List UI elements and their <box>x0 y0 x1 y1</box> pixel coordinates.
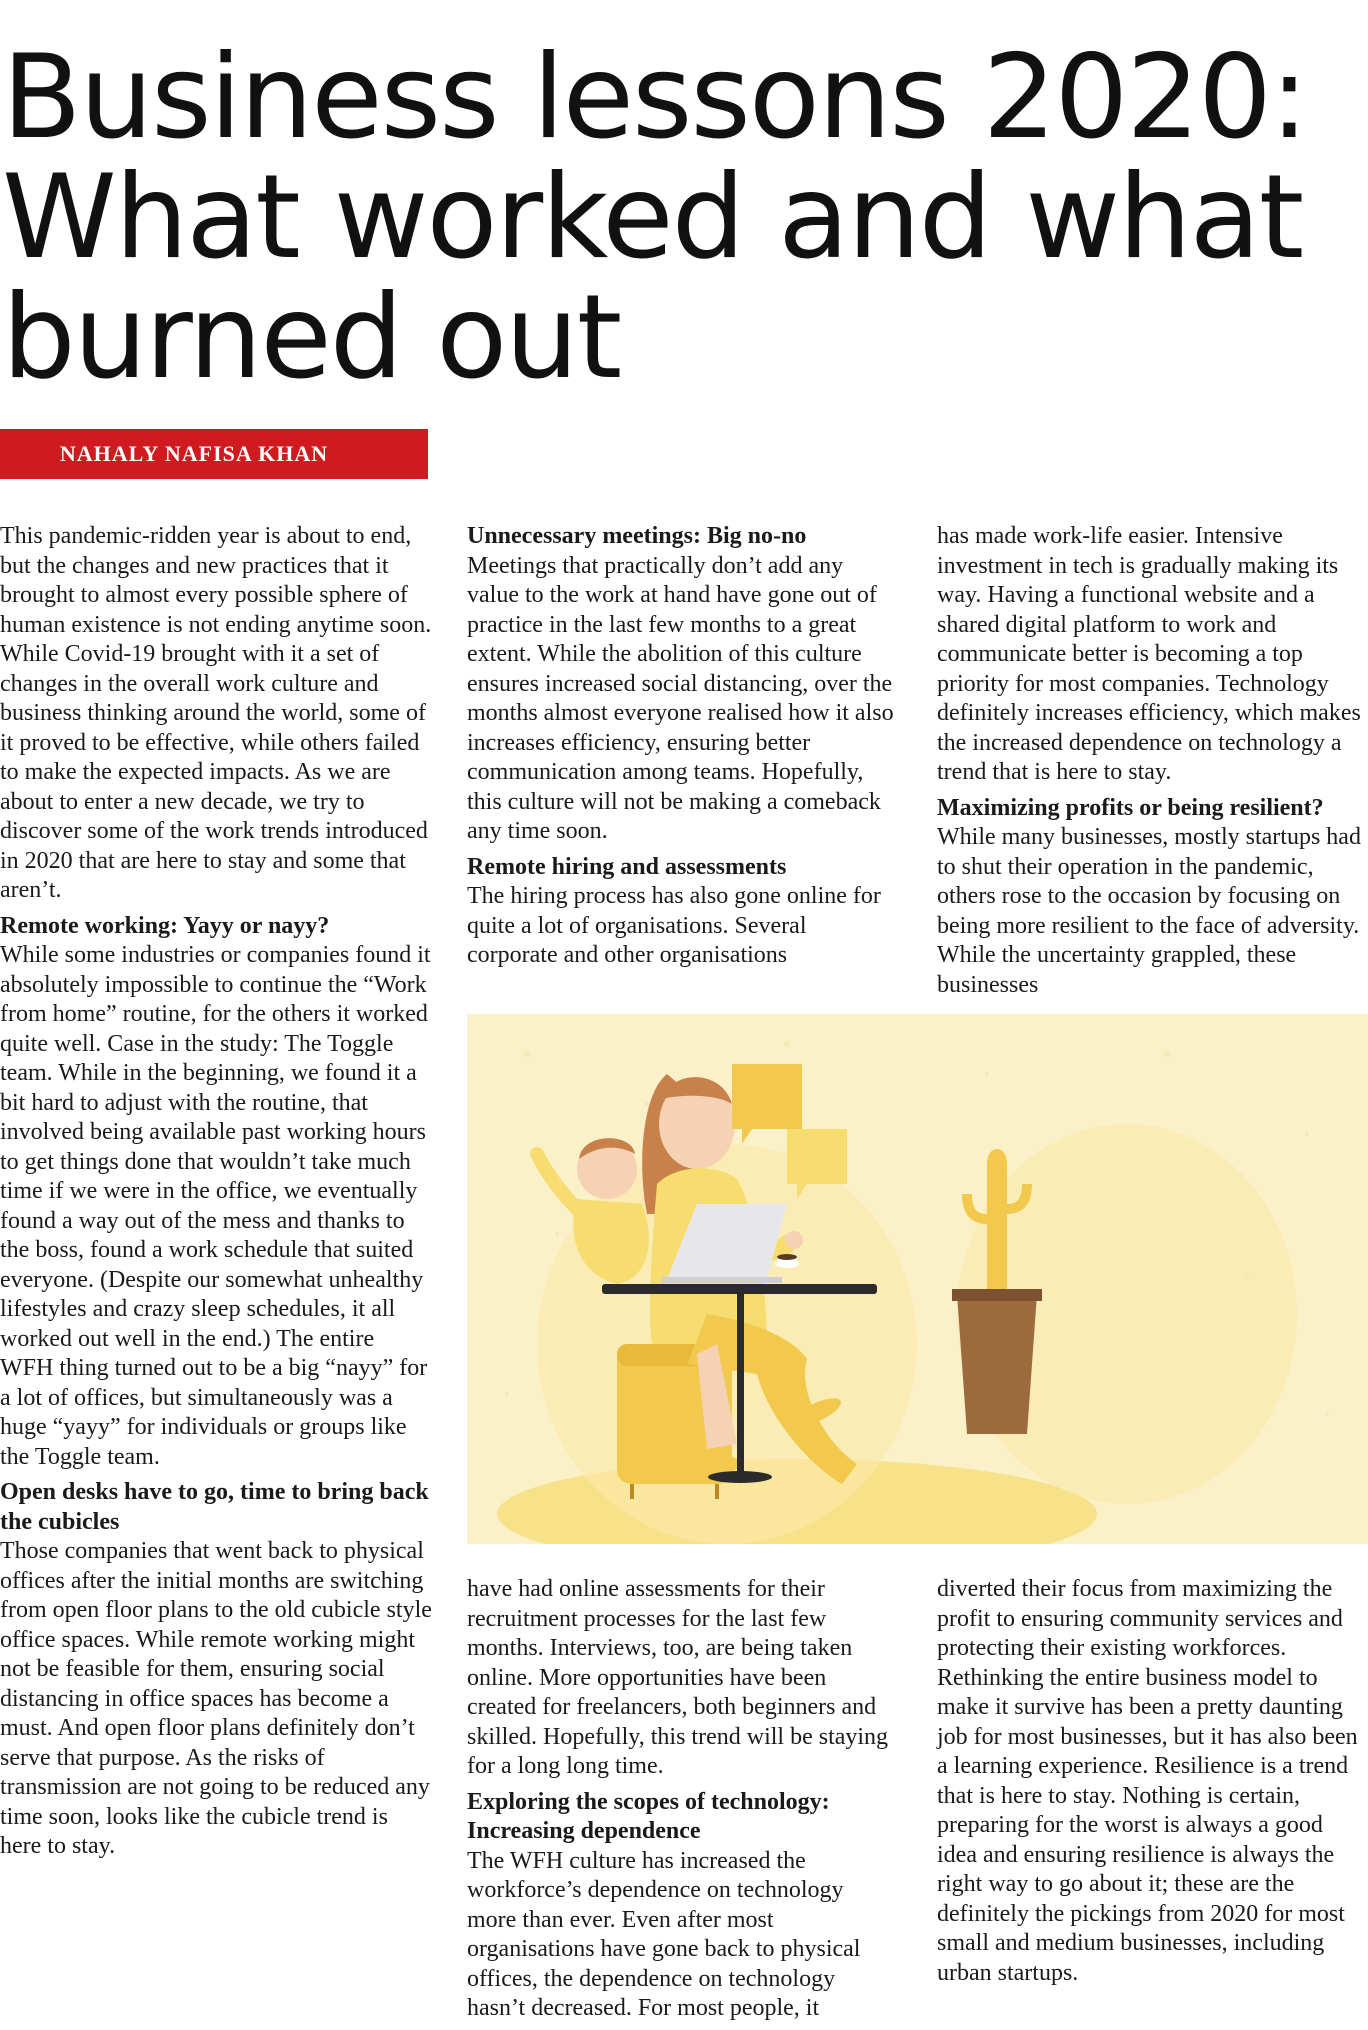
paragraph-remote-working: While some industries or companies found it absolutely impossible to continue the “Work from home” routine, for the others it worked quite well. Case in the study: The Toggle team. While in the beginning, we found it a bit hard to adjust with the routine, that involved being available past working hours to get things done that wouldn’t take much time if we were in the office, we eventually found a way out of the mess and thanks to the boss, found a work schedule that suited everyone. (Despite our somewhat unhealthy lifestyles and crazy sleep schedules, it all worked out well in the end.) The entire WFH thing turned out to be a big “nayy” for a lot of offices, but simultaneously was a huge “yayy” for individuals or groups like the Toggle team. <box>0 942 431 1470</box>
coffee-cup <box>775 1254 799 1268</box>
article-headline: Business lessons 2020: What worked and what burned out <box>2 30 1307 405</box>
paragraph-resilience-end: diverted their focus from maximizing the profit to ensuring community services and protecting their existing workforces. Rethinking the entire business model to make it survive has been a pretty daunting job for most businesses, but it has also been a learning experience. Resilience is a trend that is here to stay. Nothing is certain, preparing for the worst is always a good idea and ensuring resilience is always the right way to go about it; these are the definitely the pickings from 2020 for most small and medium businesses, including urban startups. <box>937 1576 1358 1986</box>
paragraph-technology-continued: has made work-life easier. Intensive investment in tech is gradually making its way. Having a functional website and a shared digital platform to work and communicate better is becoming a top priority for most companies. Technology definitely increases efficiency, which makes the increased dependence on technology a trend that is here to stay. <box>937 523 1361 785</box>
paragraph-remote-hiring-start: The hiring process has also gone online for quite a lot of organisations. Several corporate and other organisations <box>467 883 881 968</box>
subhead-remote-hiring: Remote hiring and assessments <box>467 853 787 880</box>
paragraph-remote-hiring-end: have had online assessments for their recruitment processes for the last few months. Interviews, too, are being taken online. More opportunities have been created for freelancers, both beginners and skilled. Hopefully, this trend will be staying for a long long time. <box>467 1576 889 1779</box>
column-3-top <box>937 522 1368 1000</box>
intro-paragraph: This pandemic-ridden year is about to end, but the changes and new practices that it brought to almost every possible sphere of human existence is not ending anytime soon. While Covid-19 brought with it a set of changes in the overall work culture and business thinking around the world, some of it proved to be effective, while others failed to make the expected impacts. As we are about to enter a new decade, we try to discover some of the work trends introduced in 2020 that are here to stay and some that aren’t. <box>0 523 432 903</box>
subhead-remote-working: Remote working: Yayy or nayy? <box>0 912 330 939</box>
column-1 <box>0 522 432 1862</box>
column-3-bottom <box>937 1575 1368 1988</box>
column-2-top <box>467 522 897 971</box>
subhead-resilience: Maximizing profits or being resilient? <box>937 794 1324 821</box>
subhead-open-desks: Open desks have to go, time to bring back the cubicles <box>0 1479 429 1535</box>
paragraph-open-desks: Those companies that went back to physical offices after the initial months are switching from open floor plans to the old cubicle style office spaces. While remote working might not be feasible for them, ensuring social distancing in office spaces has become a must. And open floor plans definitely don’t serve that purpose. As the risks of transmission are not going to be reduced any time soon, looks like the cubicle trend is here to stay. <box>0 1538 432 1859</box>
column-2-bottom <box>467 1575 897 2024</box>
paragraph-meetings: Meetings that practically don’t add any value to the work at hand have gone out of practice in the last few months to a great extent. While the abolition of this culture ensures increased social distancing, over the months almost everyone realised how it also increases efficiency, ensuring better communication among teams. Hopefully, this culture will not be making a comeback any time soon. <box>467 552 894 844</box>
subhead-technology: Exploring the scopes of technology: Increasing dependence <box>467 1788 830 1844</box>
paragraph-resilience-start: While many businesses, mostly startups had to shut their operation in the pandemic, others rose to the occasion by focusing on being more resilient to the face of adversity. While the uncertainty grappled, these businesses <box>937 824 1361 998</box>
paragraph-technology-start: The WFH culture has increased the workforce’s dependence on technology more than ever. Even after most organisations have gone back to physical offices, the dependence on technology hasn’t decreased. For most people, it <box>467 1847 861 2021</box>
woman-working-from-home-illustration <box>467 1014 1368 1544</box>
subhead-meetings: Unnecessary meetings: Big no-no <box>467 523 807 549</box>
author-byline: NAHALY NAFISA KHAN <box>0 429 428 479</box>
